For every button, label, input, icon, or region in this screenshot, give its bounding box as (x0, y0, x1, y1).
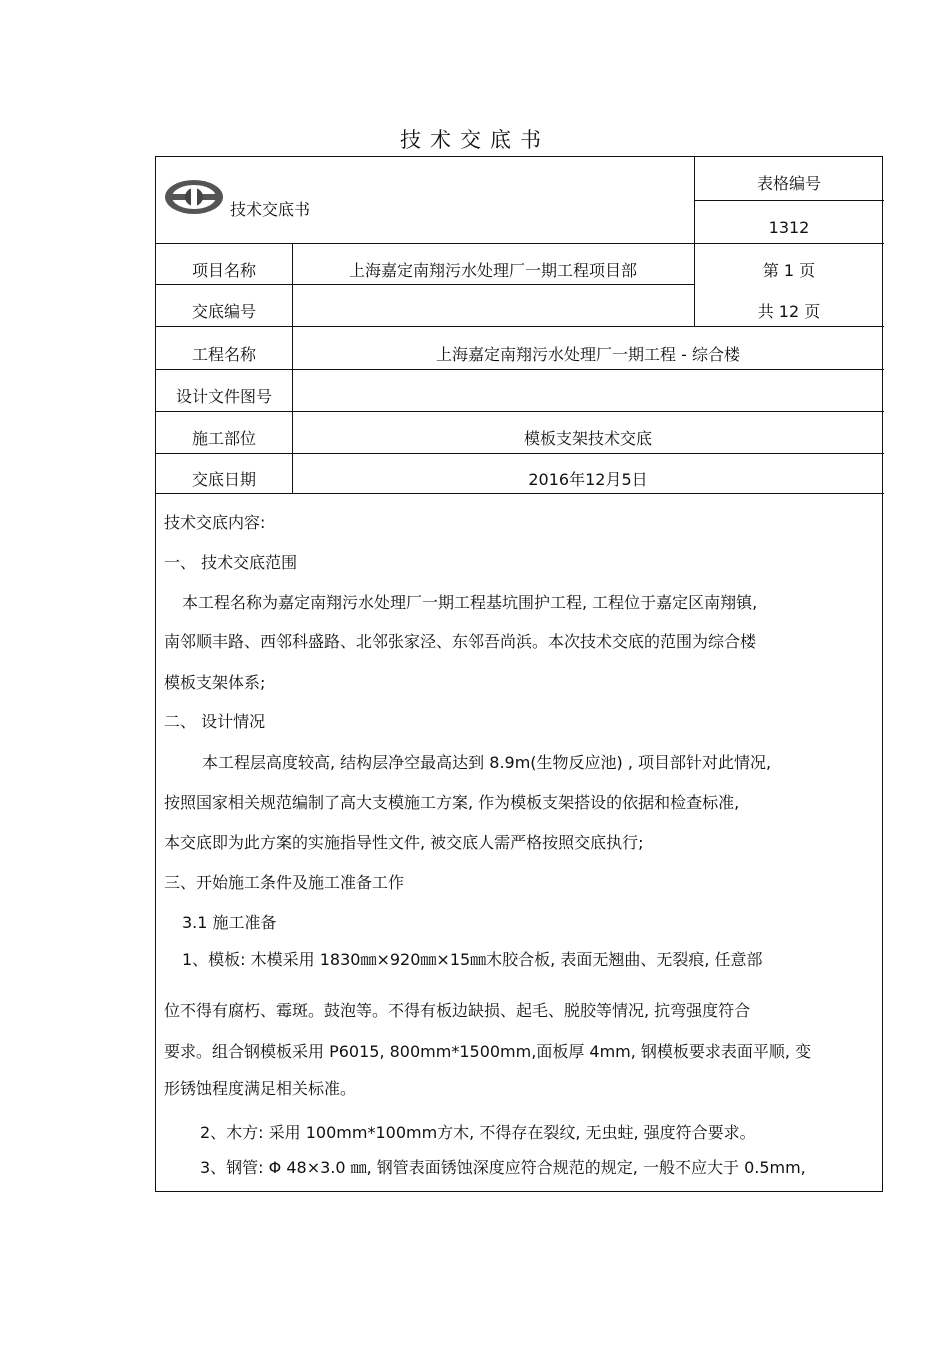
paragraph-line: 模板支架体系; (164, 673, 266, 692)
list-item-timber: 2、木方: 采用 100mm*100mm方木, 不得存在裂纹, 无虫蛀, 强度符合要求。 (200, 1123, 756, 1142)
construction-part-label: 施工部位 (191, 429, 256, 448)
paragraph-line: 本工程层高度较高, 结构层净空最高达到 8.9m(生物反应池) , 项目部针对此情况, (202, 753, 772, 772)
row-divider (694, 200, 884, 201)
paragraph-line: 形锈蚀程度满足相关标准。 (164, 1079, 357, 1098)
row-divider (156, 493, 884, 494)
engineering-name-value: 上海嘉定南翔污水处理厂一期工程 - 综合楼 (436, 345, 740, 364)
construction-part-value: 模板支架技术交底 (523, 429, 652, 448)
content-heading: 技术交底内容: (164, 513, 266, 532)
brief-number-label: 交底编号 (191, 302, 256, 321)
brief-date-value: 2016年12月5日 (528, 470, 648, 489)
project-name-value: 上海嘉定南翔污水处理厂一期工程项目部 (348, 261, 637, 280)
company-logo-icon (164, 177, 224, 217)
logo-caption: 技术交底书 (230, 200, 311, 219)
row-divider (156, 411, 884, 412)
section-2-title: 二、 设计情况 (164, 712, 266, 731)
project-name-label: 项目名称 (191, 261, 256, 280)
form-number-label: 表格编号 (756, 174, 821, 193)
paragraph-line: 位不得有腐朽、霉斑。鼓泡等。不得有板边缺损、起毛、脱胶等情况, 抗弯强度符合 (164, 1001, 751, 1020)
row-divider (156, 243, 884, 244)
paragraph-line: 本工程名称为嘉定南翔污水处理厂一期工程基坑围护工程, 工程位于嘉定区南翔镇, (182, 593, 758, 612)
subsection-3-1-title: 3.1 施工准备 (182, 913, 277, 932)
paragraph-line: 按照国家相关规范编制了高大支模施工方案, 作为模板支架搭设的依据和检查标准, (164, 793, 740, 812)
form-number-value: 1312 (768, 218, 810, 237)
paragraph-line: 本交底即为此方案的实施指导性文件, 被交底人需严格按照交底执行; (164, 833, 644, 852)
page-current: 第 1 页 (762, 261, 816, 280)
row-divider (156, 326, 884, 327)
row-divider (156, 284, 694, 285)
document-title: 技术交底书 (400, 128, 550, 152)
paragraph-line: 要求。组合钢模板采用 P6015, 800mm*1500mm,面板厚 4mm, 钢模板要求表面平顺, 变 (164, 1042, 812, 1061)
row-divider (156, 453, 884, 454)
page-total: 共 12 页 (757, 302, 821, 321)
engineering-name-label: 工程名称 (191, 345, 256, 364)
list-item-formwork: 1、模板: 木模采用 1830㎜×920㎜×15㎜木胶合板, 表面无翘曲、无裂痕, 任意部 (182, 950, 763, 969)
section-3-title: 三、开始施工条件及施工准备工作 (164, 873, 405, 892)
design-drawing-label: 设计文件图号 (175, 387, 272, 406)
brief-form-table (155, 156, 883, 1192)
brief-date-label: 交底日期 (191, 470, 256, 489)
section-1-title: 一、 技术交底范围 (164, 553, 298, 572)
row-divider (156, 369, 884, 370)
paragraph-line: 南邻顺丰路、西邻科盛路、北邻张家泾、东邻吾尚浜。本次技术交底的范围为综合楼 (164, 632, 757, 651)
list-item-steel-pipe: 3、钢管: Φ 48×3.0 ㎜, 钢管表面锈蚀深度应符合规范的规定, 一般不应大于 0.5mm, (200, 1158, 806, 1177)
